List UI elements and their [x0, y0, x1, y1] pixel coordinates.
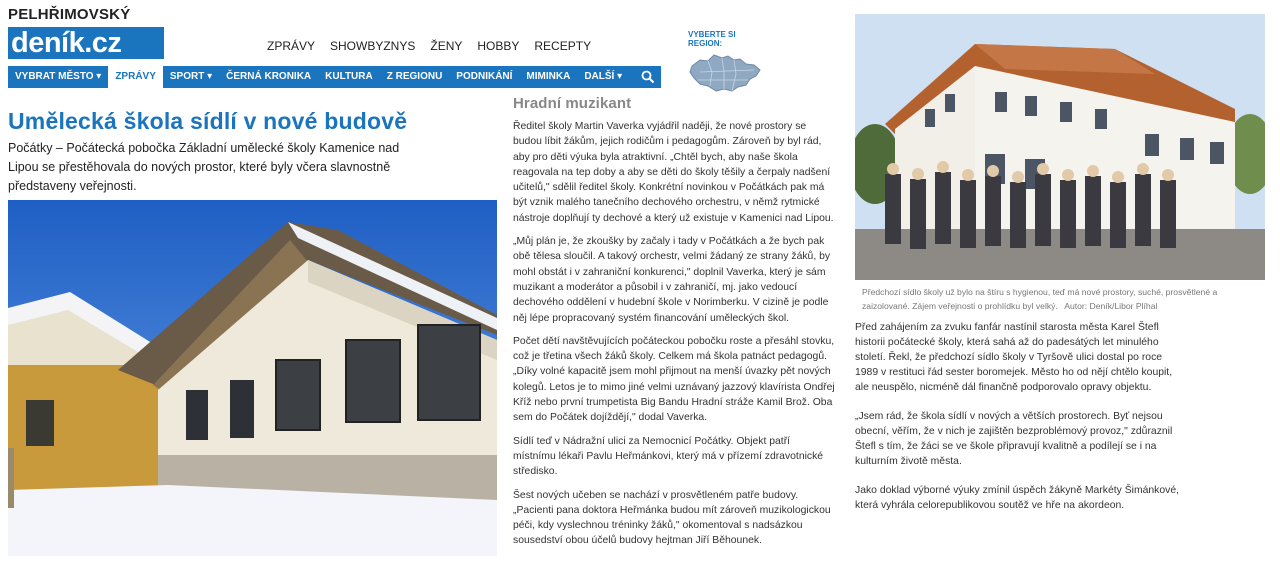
photo-author: Autor: Deník/Libor Plíhal	[1064, 301, 1158, 311]
top-nav	[267, 39, 606, 53]
region-picker[interactable]	[688, 30, 770, 94]
site-logo[interactable]: deník.cz	[8, 27, 164, 59]
nav-zpravy[interactable]: ZPRÁVY	[108, 66, 163, 88]
top-nav-item-zpravy[interactable]: ZPRÁVY	[267, 39, 316, 53]
nav-kultura[interactable]: KULTURA	[325, 71, 373, 82]
nav-podnikani[interactable]: PODNIKÁNÍ	[456, 71, 513, 82]
search-icon[interactable]	[641, 70, 655, 84]
article-subheading: Hradní muzikant	[513, 95, 632, 112]
nav-miminka[interactable]: MIMINKA	[526, 71, 571, 82]
article-paragraph: Ředitel školy Martin Vaverka vyjádřil naději, že nové prostory se budou líbit žákům, jejich rodičům i pedagogům. Zároveň by byl rád, aby pro děti výuka byla atraktivní. „Chtěl bych, aby naše škola reagovala na tep doby a aby se děti do školy těšily a čerpaly nadšení učitelů," sdělil ředitel školy. Konkrétní novinkou v Počátkách pak má být vznik malého tanečního dechového orchestru, v němž rytmické nástroje doplňují ty dechové a který už existuje v Kamenici nad Lipou.	[513, 121, 834, 224]
article-paragraph: „Můj plán je, že zkoušky by začaly i tady v Počátkách a že bych pak obě tělesa sloučil. A takový orchestr, velmi žádaný ze strany žáků, by mohl obstát i v zahraniční konkurenci," doplnil Vaverka, který je sám muzikant a moderátor a působil i v zahraničí, mj. jako vedoucí dechového oddělení v hudební škole v Norimberku. V cizině je podle něj lépe propracovaný systém financování uměleckých škol.	[513, 236, 831, 324]
article-paragraph: Počet dětí navštěvujících počáteckou pobočku roste a přesáhl stovku, což je třetina všech žáků školy. Celkem má škola patnáct pedagogů. „Díky volné kapacitě jsem mohl přijmout na menší úvazky pět nových kolegů. Letos je to mimo jiné velmi uznávaný jazzový klavírista Ondřej Kříž nebo první trumpetista Big Bandu Hradní stráže Kamil Brož. Oba sem do Počátek dojíždějí," dodal Vaverka.	[513, 335, 835, 424]
new-school-building-photo[interactable]	[855, 14, 1265, 280]
top-nav-item-recepty[interactable]: RECEPTY	[534, 39, 592, 53]
nav-cerna-kronika[interactable]: ČERNÁ KRONIKA	[226, 71, 312, 82]
article-paragraph: Jako doklad výborné výuky zmínil úspěch žákyně Markéty Šimánkové, která vyhrála celorepublikovou soutěž ve hře na akordeon.	[855, 485, 1179, 511]
article-column-right	[855, 320, 1185, 527]
top-nav-item-zeny[interactable]: ŽENY	[430, 39, 463, 53]
article-column-middle	[513, 95, 835, 557]
top-nav-item-hobby[interactable]: HOBBY	[477, 39, 520, 53]
photo-caption	[862, 285, 1258, 313]
old-school-building-image	[8, 200, 497, 556]
article-headline: Umělecká škola sídlí v nové budově	[8, 108, 408, 134]
new-school-building-image	[855, 14, 1265, 280]
article-perex: Počátky – Počátecká pobočka Základní umělecké školy Kamenice nad Lipou se přestěhovala do nových prostor, které byly včera slavnostně představeny veřejnosti.	[8, 141, 400, 193]
nav-sport[interactable]: SPORT ▾	[169, 71, 213, 82]
article-paragraph: Šest nových učeben se nachází v prosvětleném patře budovy. „Pacienti pana doktora Heřmánka budou mít zároveň muzikologickou péči, kdy vyslechnou tréninky žáků," okomentoval s nadsázkou sousedství obou účelů budovy hejtman Jiří Běhounek.	[513, 489, 831, 547]
top-nav-item-showbyznys[interactable]: SHOWBYZNYS	[330, 39, 416, 53]
old-school-building-photo[interactable]	[8, 200, 497, 556]
nav-dalsi[interactable]: DALŠÍ ▾	[584, 71, 623, 82]
article-paragraph: „Jsem rád, že škola sídlí v nových a větších prostorech. Byť nejsou obecní, věřím, že v nich je zajištěn bezproblémový provoz," zdůraznil Štefl s tím, že žáci se ve škole připravují kvalitně a podílejí se i na kulturním životě města.	[855, 411, 1173, 467]
photo-caption-text: Předchozí sídlo školy už bylo na štíru s hygienou, teď má nové prostory, suché, prosvětlené a zaizolované. Zájem veřejnosti o prohlídku byl velký.	[862, 287, 1218, 311]
czech-map-icon[interactable]	[688, 52, 764, 94]
article-paragraph: Před zahájením za zvuku fanfár nastínil starosta města Karel Štefl historii počátecké školy, která sahá až do padesátých let minulého století. Řekl, že předchozí sídlo školy v Tyršově ulici dostal po roce 1989 v restituci řád sester boromejek. Město ho od nějí chtělo koupit, ale neuspělo, nicméně dál finančně podporovalo opravy objektu.	[855, 322, 1173, 393]
nav-z-regionu[interactable]: Z REGIONU	[386, 71, 443, 82]
region-picker-label: VYBERTE SI REGION:	[688, 30, 736, 48]
article-paragraph: Sídlí teď v Nádražní ulici za Nemocnicí Počátky. Objekt patří místnímu lékaři Pavlu Heřmánkovi, který má v přízemí zdravotnické středisko.	[513, 435, 824, 478]
region-title[interactable]: PELHŘIMOVSKÝ	[8, 6, 131, 23]
nav-vybrat-mesto[interactable]: VYBRAT MĚSTO ▾	[15, 71, 102, 82]
main-nav-bar	[8, 66, 661, 88]
